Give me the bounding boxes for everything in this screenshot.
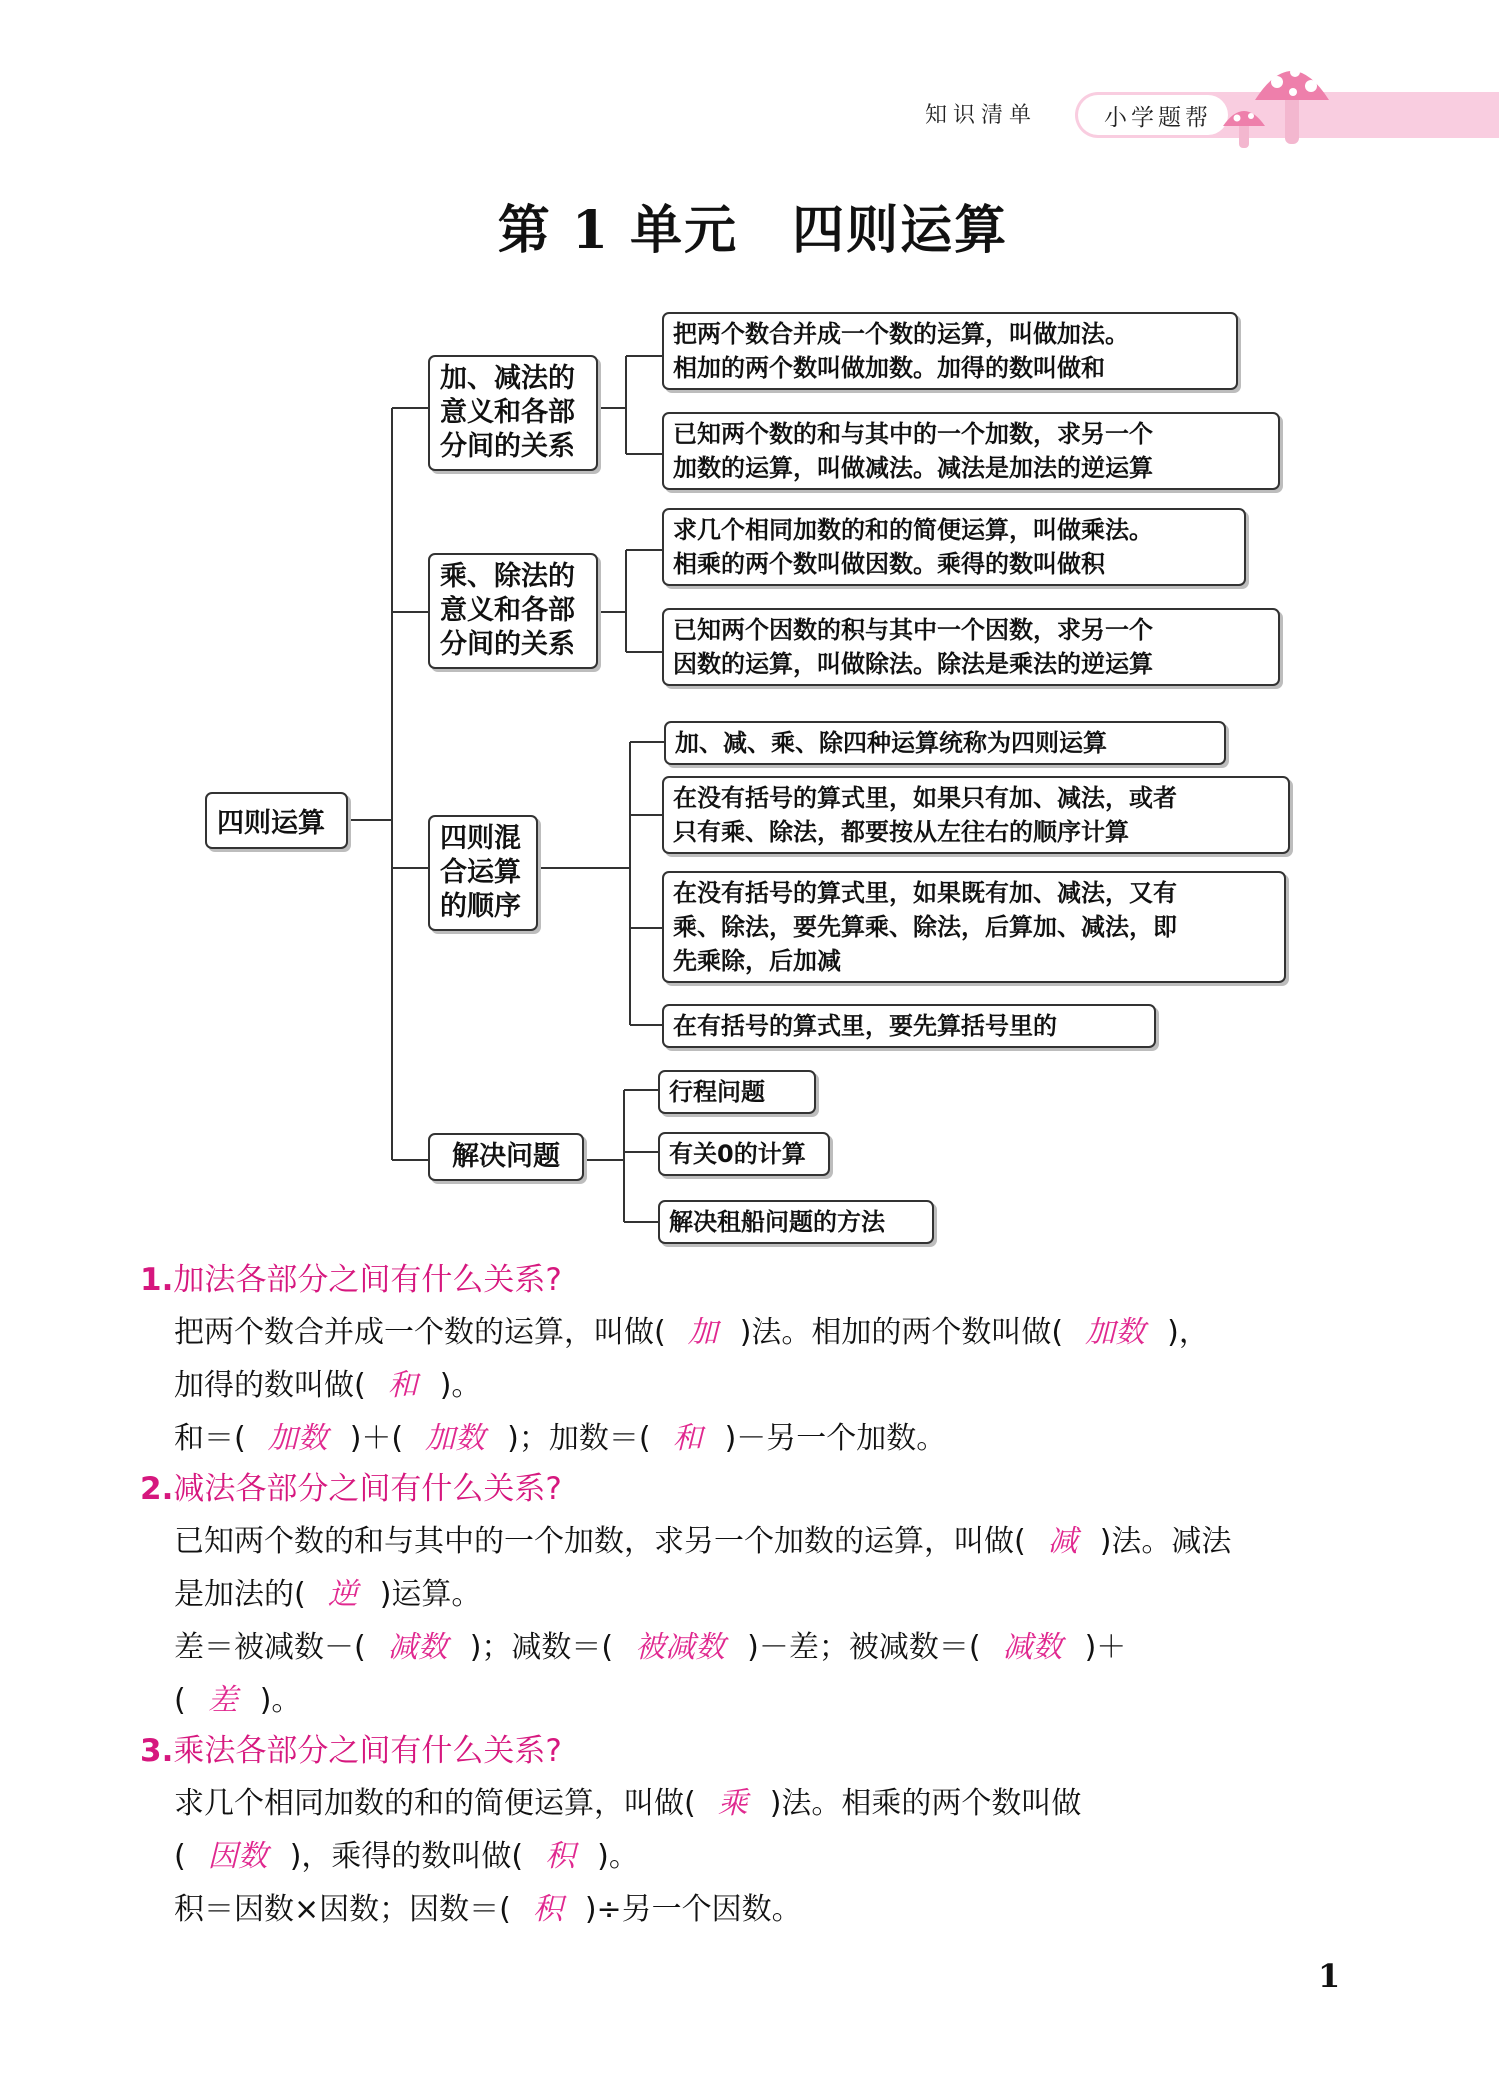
answer-blank: 积 xyxy=(545,1839,576,1874)
q2-line-3: 差＝被减数－( 减数 )；减数＝( 被减数 )－差；被减数＝( 减数 )＋ xyxy=(174,1630,1127,1665)
leaf-boat-rental-method: 解决租船问题的方法 xyxy=(658,1200,934,1244)
leaf-four-operations: 加、减、乘、除四种运算统称为四则运算 xyxy=(664,721,1226,765)
answer-blank: 减数 xyxy=(1002,1630,1063,1665)
mindmap-root: 四则运算 xyxy=(205,792,348,849)
page-number: 1 xyxy=(1318,1957,1341,1995)
q2-line-1: 已知两个数的和与其中的一个加数，求另一个加数的运算，叫做( 减 )法。减法 xyxy=(174,1524,1232,1559)
q2-line-2: 是加法的( 逆 )运算。 xyxy=(174,1577,482,1612)
header-brand-label: 小学题帮 xyxy=(1104,105,1212,131)
q1-line-3: 和＝( 加数 )＋( 加数 )；加数＝( 和 )－另一个加数。 xyxy=(174,1421,947,1456)
answer-blank: 加数 xyxy=(425,1421,486,1456)
answer-blank: 和 xyxy=(387,1368,418,1403)
q1-line-1: 把两个数合并成一个数的运算，叫做( 加 )法。相加的两个数叫做( 加数 )， xyxy=(174,1315,1209,1350)
q1-line-2: 加得的数叫做( 和 )。 xyxy=(174,1368,482,1403)
mindmap-node-mixed-order: 四则混 合运算 的顺序 xyxy=(428,815,538,931)
q3-line-2: ( 因数 )，乘得的数叫做( 积 )。 xyxy=(174,1839,639,1874)
q2-line-4: ( 差 )。 xyxy=(174,1683,302,1718)
answer-blank: 和 xyxy=(672,1421,703,1456)
answer-blank: 加数 xyxy=(267,1421,328,1456)
answer-blank: 加 xyxy=(687,1315,718,1350)
leaf-mixed-level-order: 在没有括号的算式里，如果既有加、减法，又有 乘、除法，要先算乘、除法，后算加、减法，即 先乘除，后加减 xyxy=(662,871,1286,983)
mindmap-node-mul-div: 乘、除法的 意义和各部 分间的关系 xyxy=(428,553,598,669)
answer-blank: 减数 xyxy=(387,1630,448,1665)
mushroom-icon xyxy=(1215,52,1345,152)
leaf-division-def: 已知两个因数的积与其中一个因数，求另一个 因数的运算，叫做除法。除法是乘法的逆运算 xyxy=(662,608,1280,686)
question-1: 1.加法各部分之间有什么关系? xyxy=(140,1262,562,1298)
answer-blank: 加数 xyxy=(1085,1315,1146,1350)
answer-blank: 差 xyxy=(207,1683,238,1718)
leaf-addition-def: 把两个数合并成一个数的运算，叫做加法。 相加的两个数叫做加数。加得的数叫做和 xyxy=(662,312,1238,390)
leaf-subtraction-def: 已知两个数的和与其中的一个加数，求另一个 加数的运算，叫做减法。减法是加法的逆运算 xyxy=(662,412,1280,490)
header-section-label: 知识清单 xyxy=(925,103,1038,128)
answer-blank: 被减数 xyxy=(635,1630,726,1665)
answer-blank: 减 xyxy=(1047,1524,1078,1559)
leaf-travel-problem: 行程问题 xyxy=(658,1070,816,1114)
answer-blank: 逆 xyxy=(327,1577,358,1612)
answer-blank: 乘 xyxy=(717,1786,748,1821)
q3-line-1: 求几个相同加数的和的简便运算，叫做( 乘 )法。相乘的两个数叫做 xyxy=(174,1786,1082,1821)
answer-blank: 因数 xyxy=(207,1839,268,1874)
mindmap-node-add-sub: 加、减法的 意义和各部 分间的关系 xyxy=(428,355,598,471)
mindmap-node-problem-solving: 解决问题 xyxy=(428,1133,584,1181)
page-title: 第 1 单元 四则运算 xyxy=(497,200,1009,261)
leaf-multiplication-def: 求几个相同加数的和的简便运算，叫做乘法。 相乘的两个数叫做因数。乘得的数叫做积 xyxy=(662,508,1246,586)
answer-blank: 积 xyxy=(532,1892,563,1927)
question-3: 3.乘法各部分之间有什么关系? xyxy=(140,1733,562,1769)
leaf-zero-calculation: 有关0的计算 xyxy=(658,1132,830,1176)
q3-line-3: 积＝因数×因数；因数＝( 积 )÷另一个因数。 xyxy=(174,1892,802,1927)
question-2: 2.减法各部分之间有什么关系? xyxy=(140,1471,562,1507)
leaf-parentheses-order: 在有括号的算式里，要先算括号里的 xyxy=(662,1004,1156,1048)
leaf-same-level-order: 在没有括号的算式里，如果只有加、减法，或者 只有乘、除法，都要按从左往右的顺序计算 xyxy=(662,776,1290,854)
